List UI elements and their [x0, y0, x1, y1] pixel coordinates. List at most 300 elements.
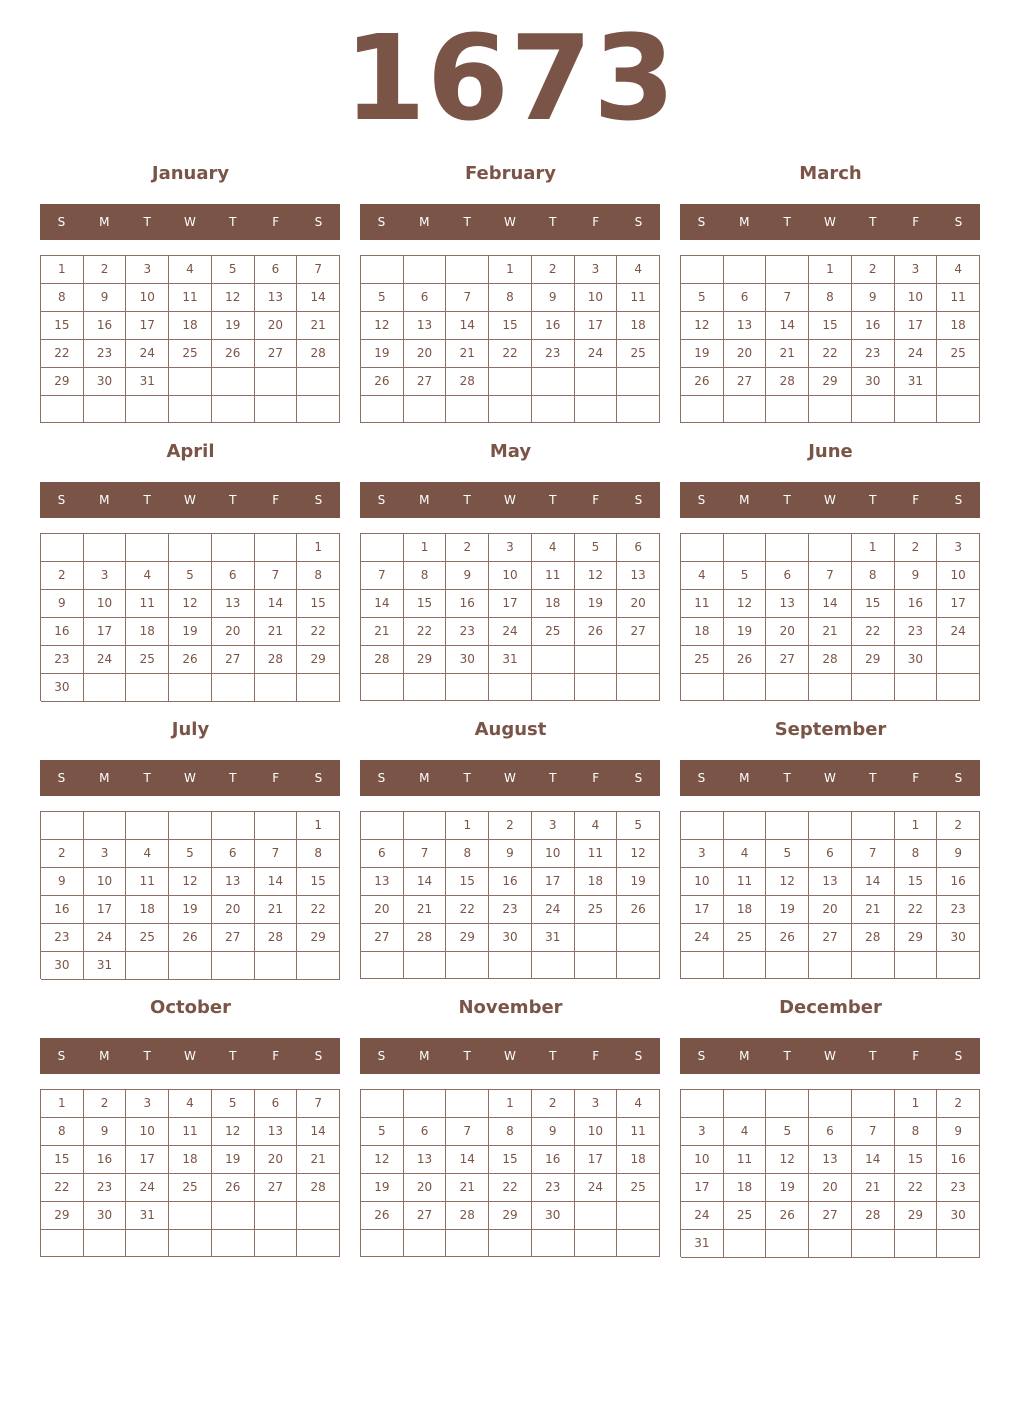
day-cell: 28 — [361, 646, 404, 674]
day-cell: 6 — [212, 840, 255, 868]
day-cell: 30 — [446, 646, 489, 674]
day-cell: 6 — [255, 256, 298, 284]
day-cell: 29 — [41, 368, 84, 396]
day-cell: 8 — [297, 562, 340, 590]
weekday-label: S — [954, 215, 963, 229]
empty-day-cell — [446, 952, 489, 979]
weekday-label: F — [272, 493, 280, 507]
day-cell: 17 — [681, 896, 724, 924]
day-cell: 4 — [532, 534, 575, 562]
day-cell: 27 — [255, 340, 298, 368]
empty-day-cell — [212, 1202, 255, 1230]
day-cell: 14 — [766, 312, 809, 340]
weekday-label: M — [739, 1049, 750, 1063]
day-cell: 26 — [212, 1174, 255, 1202]
day-cell: 1 — [809, 256, 852, 284]
day-cell: 17 — [681, 1174, 724, 1202]
weekday-label: S — [377, 1049, 386, 1063]
day-cell: 29 — [489, 1202, 532, 1230]
month-name: October — [150, 997, 231, 1018]
empty-day-cell — [126, 1230, 169, 1257]
weekday-label: T — [869, 1049, 877, 1063]
day-cell: 4 — [617, 1090, 660, 1118]
day-cell: 18 — [617, 1146, 660, 1174]
day-cell: 2 — [489, 812, 532, 840]
weekday-label: M — [419, 1049, 430, 1063]
day-cell: 23 — [532, 340, 575, 368]
day-cell: 30 — [937, 1202, 980, 1230]
day-cell: 30 — [41, 952, 84, 980]
day-cell: 26 — [169, 646, 212, 674]
day-cell: 14 — [361, 590, 404, 618]
day-cell: 24 — [575, 1174, 618, 1202]
empty-day-cell — [766, 1090, 809, 1118]
empty-day-cell — [724, 674, 767, 701]
empty-day-cell — [361, 1230, 404, 1257]
weekday-label: S — [57, 215, 66, 229]
day-cell: 22 — [489, 1174, 532, 1202]
day-cell: 5 — [766, 1118, 809, 1146]
day-cell: 17 — [575, 312, 618, 340]
day-cell: 22 — [489, 340, 532, 368]
day-cell: 19 — [361, 340, 404, 368]
day-cell: 25 — [169, 1174, 212, 1202]
weekday-label: T — [229, 1049, 237, 1063]
weekday-label: M — [99, 1049, 110, 1063]
day-cell: 19 — [575, 590, 618, 618]
weekday-header — [360, 760, 660, 796]
day-cell: 14 — [297, 284, 340, 312]
weekday-label: F — [272, 215, 280, 229]
empty-day-cell — [41, 534, 84, 562]
day-cell: 2 — [41, 562, 84, 590]
day-cell: 6 — [212, 562, 255, 590]
month-name: May — [489, 441, 532, 462]
day-cell: 10 — [84, 868, 127, 896]
day-cell: 21 — [297, 312, 340, 340]
weekday-header — [680, 482, 980, 518]
empty-day-cell — [852, 1230, 895, 1258]
empty-day-cell — [212, 812, 255, 840]
day-cell: 25 — [937, 340, 980, 368]
month-name: September — [774, 719, 887, 740]
day-cell: 14 — [852, 1146, 895, 1174]
day-cell: 1 — [41, 256, 84, 284]
day-cell: 3 — [575, 256, 618, 284]
day-cell: 14 — [809, 590, 852, 618]
weekday-label: S — [954, 771, 963, 785]
empty-day-cell — [724, 952, 767, 979]
weekday-label: S — [57, 771, 66, 785]
day-cell: 22 — [852, 618, 895, 646]
day-cell: 1 — [489, 1090, 532, 1118]
day-cell: 22 — [809, 340, 852, 368]
day-cell: 17 — [937, 590, 980, 618]
day-cell: 11 — [617, 284, 660, 312]
weekday-label: T — [229, 771, 237, 785]
day-cell: 3 — [84, 562, 127, 590]
weekday-label: M — [99, 771, 110, 785]
day-cell: 27 — [766, 646, 809, 674]
day-cell: 9 — [489, 840, 532, 868]
day-cell: 26 — [575, 618, 618, 646]
day-cell: 23 — [84, 340, 127, 368]
day-cell: 10 — [489, 562, 532, 590]
day-cell: 21 — [361, 618, 404, 646]
day-cell: 20 — [255, 1146, 298, 1174]
day-cell: 31 — [532, 924, 575, 952]
empty-day-cell — [212, 368, 255, 396]
empty-day-cell — [681, 674, 724, 701]
weekday-label: W — [184, 771, 196, 785]
day-cell: 13 — [404, 1146, 447, 1174]
day-cell: 3 — [126, 1090, 169, 1118]
weekday-label: W — [504, 493, 516, 507]
weekday-label: W — [824, 771, 836, 785]
weekday-label: M — [419, 493, 430, 507]
day-cell: 5 — [361, 284, 404, 312]
day-cell: 21 — [297, 1146, 340, 1174]
day-cell: 22 — [41, 340, 84, 368]
day-cell: 25 — [724, 924, 767, 952]
day-cell: 10 — [126, 284, 169, 312]
empty-day-cell — [724, 534, 767, 562]
empty-day-cell — [617, 396, 660, 423]
day-cell: 28 — [446, 368, 489, 396]
day-cell: 6 — [361, 840, 404, 868]
day-cell: 4 — [724, 1118, 767, 1146]
day-cell: 29 — [895, 924, 938, 952]
weekday-label: F — [592, 215, 600, 229]
day-cell: 8 — [895, 1118, 938, 1146]
day-cell: 14 — [852, 868, 895, 896]
empty-day-cell — [126, 396, 169, 423]
day-cell: 23 — [937, 1174, 980, 1202]
empty-day-cell — [681, 534, 724, 562]
weekday-header — [40, 1038, 340, 1074]
empty-day-cell — [84, 534, 127, 562]
day-cell: 28 — [852, 924, 895, 952]
day-cell: 5 — [361, 1118, 404, 1146]
day-cell: 14 — [255, 590, 298, 618]
day-cell: 17 — [126, 312, 169, 340]
weekday-header — [680, 760, 980, 796]
day-cell: 11 — [169, 1118, 212, 1146]
day-cell: 25 — [169, 340, 212, 368]
weekday-label: W — [824, 1049, 836, 1063]
empty-day-cell — [809, 1230, 852, 1258]
day-cell: 22 — [297, 618, 340, 646]
weekday-label: W — [184, 215, 196, 229]
weekday-label: M — [739, 215, 750, 229]
day-cell: 11 — [126, 868, 169, 896]
day-cell: 11 — [126, 590, 169, 618]
day-cell: 24 — [126, 1174, 169, 1202]
weekday-label: S — [634, 1049, 643, 1063]
day-cell: 13 — [809, 868, 852, 896]
weekday-label: T — [143, 771, 151, 785]
day-cell: 18 — [169, 1146, 212, 1174]
empty-day-cell — [724, 1230, 767, 1258]
day-cell: 23 — [852, 340, 895, 368]
empty-day-cell — [895, 952, 938, 979]
day-cell: 21 — [809, 618, 852, 646]
day-cell: 15 — [895, 1146, 938, 1174]
day-cell: 26 — [617, 896, 660, 924]
empty-day-cell — [575, 396, 618, 423]
empty-day-cell — [766, 674, 809, 701]
day-cell: 8 — [852, 562, 895, 590]
day-cell: 19 — [681, 340, 724, 368]
day-cell: 1 — [895, 1090, 938, 1118]
weekday-label: T — [229, 493, 237, 507]
day-cell: 10 — [84, 590, 127, 618]
empty-day-cell — [937, 368, 980, 396]
empty-day-cell — [169, 812, 212, 840]
day-cell: 2 — [937, 1090, 980, 1118]
month-name: July — [171, 719, 210, 740]
weekday-label: S — [377, 493, 386, 507]
month-name: June — [808, 441, 853, 462]
day-cell: 23 — [489, 896, 532, 924]
day-cell: 7 — [852, 1118, 895, 1146]
empty-day-cell — [852, 396, 895, 423]
empty-day-cell — [895, 674, 938, 701]
day-cell: 5 — [169, 840, 212, 868]
empty-day-cell — [212, 952, 255, 980]
empty-day-cell — [126, 674, 169, 702]
day-cell: 20 — [404, 1174, 447, 1202]
empty-day-cell — [169, 1202, 212, 1230]
weekday-label: S — [954, 493, 963, 507]
day-cell: 25 — [681, 646, 724, 674]
day-cell: 9 — [446, 562, 489, 590]
weekday-label: T — [463, 493, 471, 507]
weekday-label: T — [143, 215, 151, 229]
empty-day-cell — [404, 1230, 447, 1257]
empty-day-cell — [297, 1230, 340, 1257]
day-cell: 30 — [84, 1202, 127, 1230]
empty-day-cell — [766, 1230, 809, 1258]
empty-day-cell — [126, 952, 169, 980]
day-cell: 1 — [297, 812, 340, 840]
day-cell: 27 — [361, 924, 404, 952]
day-cell: 23 — [937, 896, 980, 924]
weekday-label: W — [504, 215, 516, 229]
empty-day-cell — [84, 812, 127, 840]
day-cell: 12 — [681, 312, 724, 340]
day-cell: 15 — [41, 312, 84, 340]
empty-day-cell — [809, 1090, 852, 1118]
day-cell: 19 — [212, 1146, 255, 1174]
day-cell: 8 — [809, 284, 852, 312]
day-cell: 12 — [766, 868, 809, 896]
day-cell: 16 — [852, 312, 895, 340]
empty-day-cell — [361, 534, 404, 562]
weekday-header — [40, 760, 340, 796]
days-grid — [360, 811, 660, 979]
day-cell: 3 — [532, 812, 575, 840]
day-cell: 13 — [766, 590, 809, 618]
day-cell: 28 — [297, 340, 340, 368]
days-grid — [360, 255, 660, 423]
empty-day-cell — [404, 812, 447, 840]
empty-day-cell — [255, 368, 298, 396]
empty-day-cell — [681, 256, 724, 284]
day-cell: 17 — [84, 896, 127, 924]
days-grid — [40, 1089, 340, 1257]
day-cell: 12 — [575, 562, 618, 590]
day-cell: 31 — [489, 646, 532, 674]
day-cell: 15 — [489, 312, 532, 340]
day-cell: 27 — [212, 924, 255, 952]
weekday-header — [680, 1038, 980, 1074]
weekday-label: S — [634, 771, 643, 785]
empty-day-cell — [575, 368, 618, 396]
day-cell: 20 — [724, 340, 767, 368]
day-cell: 5 — [766, 840, 809, 868]
weekday-label: T — [549, 215, 557, 229]
day-cell: 11 — [681, 590, 724, 618]
day-cell: 6 — [809, 840, 852, 868]
empty-day-cell — [489, 1230, 532, 1257]
weekday-label: S — [697, 215, 706, 229]
day-cell: 18 — [169, 312, 212, 340]
day-cell: 9 — [937, 1118, 980, 1146]
weekday-label: W — [824, 493, 836, 507]
day-cell: 7 — [255, 840, 298, 868]
day-cell: 11 — [937, 284, 980, 312]
empty-day-cell — [681, 1090, 724, 1118]
empty-day-cell — [404, 952, 447, 979]
day-cell: 16 — [41, 618, 84, 646]
day-cell: 1 — [41, 1090, 84, 1118]
empty-day-cell — [532, 396, 575, 423]
day-cell: 22 — [446, 896, 489, 924]
day-cell: 28 — [852, 1202, 895, 1230]
day-cell: 26 — [212, 340, 255, 368]
day-cell: 20 — [617, 590, 660, 618]
day-cell: 21 — [255, 896, 298, 924]
empty-day-cell — [255, 952, 298, 980]
day-cell: 4 — [575, 812, 618, 840]
empty-day-cell — [169, 952, 212, 980]
day-cell: 12 — [361, 312, 404, 340]
day-cell: 16 — [532, 312, 575, 340]
weekday-label: T — [783, 1049, 791, 1063]
empty-day-cell — [361, 674, 404, 701]
day-cell: 6 — [617, 534, 660, 562]
empty-day-cell — [404, 256, 447, 284]
day-cell: 16 — [895, 590, 938, 618]
weekday-label: S — [57, 493, 66, 507]
day-cell: 9 — [532, 284, 575, 312]
day-cell: 10 — [532, 840, 575, 868]
empty-day-cell — [681, 396, 724, 423]
month-name: November — [458, 997, 563, 1018]
empty-day-cell — [809, 396, 852, 423]
weekday-label: F — [912, 771, 920, 785]
day-cell: 8 — [41, 284, 84, 312]
day-cell: 8 — [489, 284, 532, 312]
day-cell: 30 — [532, 1202, 575, 1230]
day-cell: 15 — [404, 590, 447, 618]
weekday-label: M — [739, 493, 750, 507]
day-cell: 27 — [212, 646, 255, 674]
day-cell: 9 — [895, 562, 938, 590]
day-cell: 16 — [532, 1146, 575, 1174]
empty-day-cell — [617, 674, 660, 701]
empty-day-cell — [297, 952, 340, 980]
empty-day-cell — [937, 674, 980, 701]
weekday-label: F — [272, 1049, 280, 1063]
weekday-label: M — [99, 493, 110, 507]
empty-day-cell — [212, 674, 255, 702]
day-cell: 27 — [809, 924, 852, 952]
empty-day-cell — [937, 1230, 980, 1258]
weekday-header — [360, 482, 660, 518]
day-cell: 3 — [575, 1090, 618, 1118]
weekday-header — [360, 204, 660, 240]
weekday-label: T — [783, 215, 791, 229]
empty-day-cell — [532, 368, 575, 396]
empty-day-cell — [169, 674, 212, 702]
day-cell: 5 — [681, 284, 724, 312]
weekday-label: T — [869, 215, 877, 229]
empty-day-cell — [297, 396, 340, 423]
empty-day-cell — [532, 1230, 575, 1257]
day-cell: 28 — [404, 924, 447, 952]
day-cell: 4 — [169, 1090, 212, 1118]
day-cell: 31 — [895, 368, 938, 396]
day-cell: 23 — [41, 924, 84, 952]
day-cell: 11 — [724, 868, 767, 896]
day-cell: 1 — [852, 534, 895, 562]
day-cell: 25 — [126, 646, 169, 674]
day-cell: 2 — [895, 534, 938, 562]
day-cell: 25 — [617, 1174, 660, 1202]
weekday-label: T — [869, 771, 877, 785]
empty-day-cell — [446, 1090, 489, 1118]
day-cell: 16 — [446, 590, 489, 618]
day-cell: 13 — [404, 312, 447, 340]
empty-day-cell — [766, 256, 809, 284]
empty-day-cell — [489, 674, 532, 701]
day-cell: 18 — [681, 618, 724, 646]
empty-day-cell — [852, 812, 895, 840]
day-cell: 12 — [169, 590, 212, 618]
day-cell: 24 — [126, 340, 169, 368]
day-cell: 24 — [489, 618, 532, 646]
day-cell: 21 — [852, 896, 895, 924]
day-cell: 16 — [937, 868, 980, 896]
weekday-label: S — [954, 1049, 963, 1063]
weekday-label: S — [314, 493, 323, 507]
empty-day-cell — [575, 646, 618, 674]
day-cell: 4 — [937, 256, 980, 284]
day-cell: 26 — [766, 924, 809, 952]
year-title: 1673 — [343, 9, 677, 147]
day-cell: 29 — [809, 368, 852, 396]
weekday-label: F — [592, 771, 600, 785]
empty-day-cell — [852, 1090, 895, 1118]
empty-day-cell — [766, 952, 809, 979]
empty-day-cell — [212, 396, 255, 423]
empty-day-cell — [297, 1202, 340, 1230]
day-cell: 25 — [617, 340, 660, 368]
empty-day-cell — [575, 674, 618, 701]
day-cell: 4 — [617, 256, 660, 284]
